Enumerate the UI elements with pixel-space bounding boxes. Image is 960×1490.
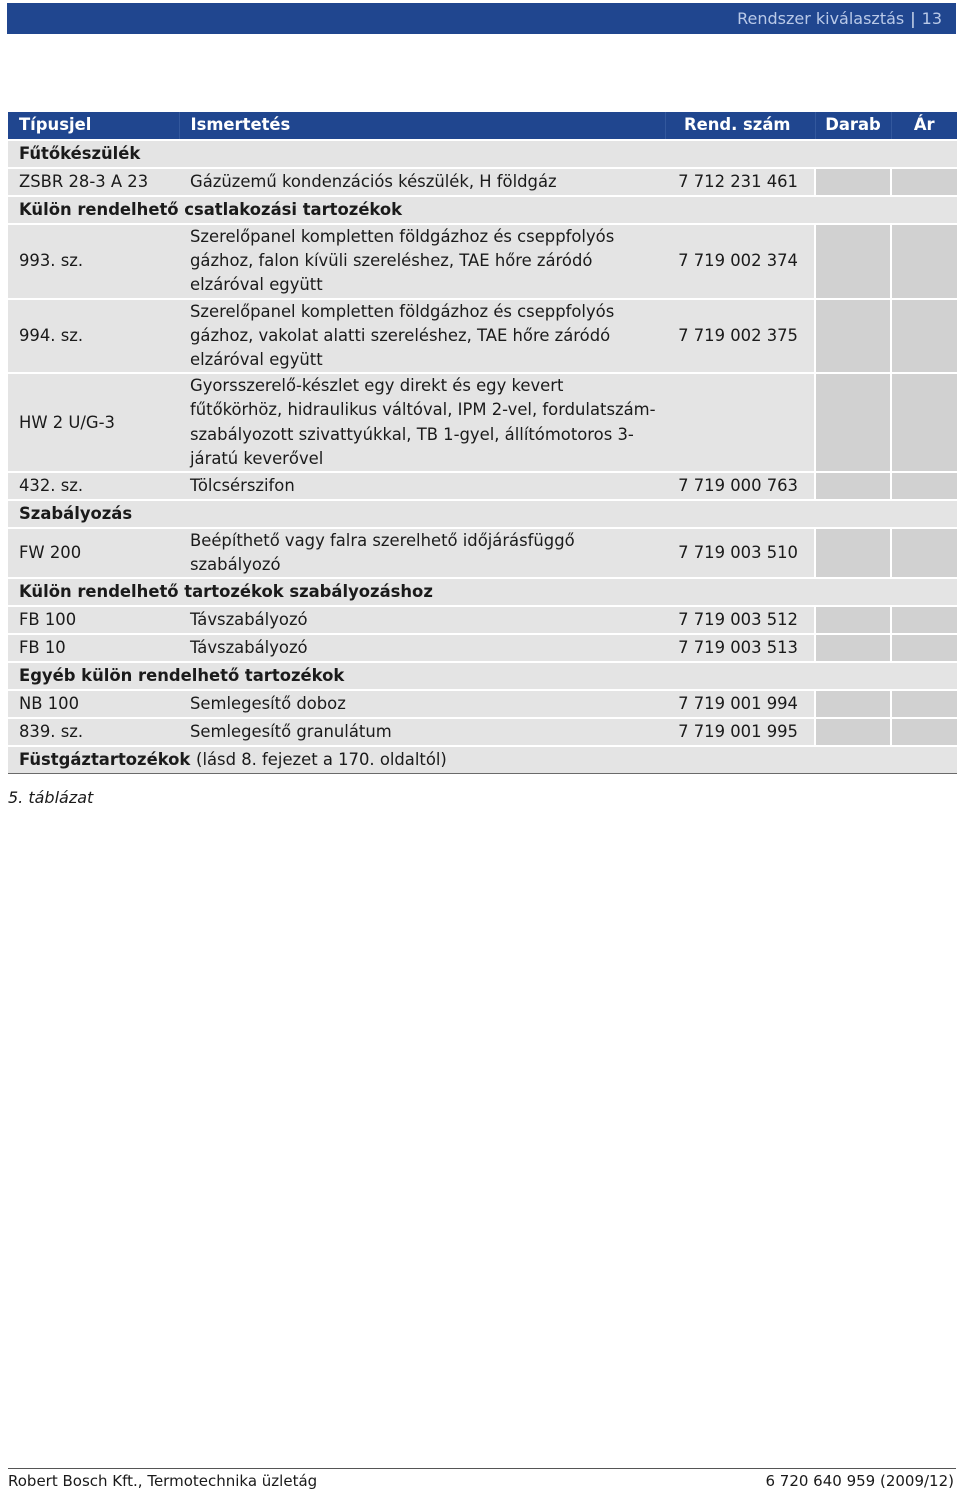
description-cell: Semlegesítő doboz xyxy=(179,690,665,718)
section-row xyxy=(8,662,957,690)
order-number-cell: 7 719 003 510 xyxy=(665,528,815,578)
type-cell: NB 100 xyxy=(8,690,179,718)
price-cell xyxy=(891,472,957,500)
section-row xyxy=(8,746,957,774)
table-header-row xyxy=(8,112,957,140)
col-header-description: Ismertetés xyxy=(179,112,665,140)
quantity-cell xyxy=(815,528,891,578)
section-title: Külön rendelhető csatlakozási tartozékok xyxy=(8,196,957,224)
type-cell: 839. sz. xyxy=(8,718,179,746)
table-row xyxy=(8,718,957,746)
table-row xyxy=(8,224,957,299)
table-row xyxy=(8,606,957,634)
section-row xyxy=(8,196,957,224)
order-number-cell: 7 719 002 374 xyxy=(665,224,815,299)
order-number-cell xyxy=(665,373,815,472)
section-title: Fűtőkészülék xyxy=(8,140,957,168)
price-cell xyxy=(891,224,957,299)
description-cell: Tölcsérszifon xyxy=(179,472,665,500)
header-bar xyxy=(7,3,956,34)
header-text xyxy=(737,9,942,28)
description-cell: Szerelőpanel kompletten földgázhoz és cseppfolyós gázhoz, falon kívüli szereléshez, TAE hőre záródó elzáróval együtt xyxy=(179,224,665,299)
header-section: Rendszer kiválasztás xyxy=(737,9,905,28)
order-number-cell: 7 719 000 763 xyxy=(665,472,815,500)
quantity-cell xyxy=(815,718,891,746)
price-cell xyxy=(891,373,957,472)
table-row xyxy=(8,528,957,578)
quantity-cell xyxy=(815,299,891,374)
col-header-order-number: Rend. szám xyxy=(665,112,815,140)
price-cell xyxy=(891,718,957,746)
price-table xyxy=(8,112,957,774)
price-cell xyxy=(891,690,957,718)
type-cell: HW 2 U/G-3 xyxy=(8,373,179,472)
section-title xyxy=(8,746,957,774)
description-cell: Szerelőpanel kompletten földgázhoz és cseppfolyós gázhoz, vakolat alatti szereléshez, TAE hőre záródó elzáróval együtt xyxy=(179,299,665,374)
type-cell: FW 200 xyxy=(8,528,179,578)
quantity-cell xyxy=(815,224,891,299)
flue-accessories-note: (lásd 8. fejezet a 170. oldaltól) xyxy=(196,750,447,770)
flue-accessories-title: Füstgáztartozékok xyxy=(19,750,191,770)
type-cell: ZSBR 28-3 A 23 xyxy=(8,168,179,196)
price-cell xyxy=(891,634,957,662)
type-cell: 994. sz. xyxy=(8,299,179,374)
quantity-cell xyxy=(815,634,891,662)
section-row xyxy=(8,140,957,168)
table-row xyxy=(8,472,957,500)
price-cell xyxy=(891,168,957,196)
quantity-cell xyxy=(815,690,891,718)
quantity-cell xyxy=(815,606,891,634)
col-header-quantity: Darab xyxy=(815,112,891,140)
quantity-cell xyxy=(815,373,891,472)
footer-doc-number: 6 720 640 959 (2009/12) xyxy=(765,1472,954,1490)
price-cell xyxy=(891,299,957,374)
section-title: Egyéb külön rendelhető tartozékok xyxy=(8,662,957,690)
table-caption: 5. táblázat xyxy=(8,788,94,807)
type-cell: 993. sz. xyxy=(8,224,179,299)
section-title: Külön rendelhető tartozékok szabályozáshoz xyxy=(8,578,957,606)
type-cell: FB 10 xyxy=(8,634,179,662)
description-cell: Beépíthető vagy falra szerelhető időjárásfüggő szabályozó xyxy=(179,528,665,578)
type-cell: FB 100 xyxy=(8,606,179,634)
section-row xyxy=(8,500,957,528)
table-row xyxy=(8,690,957,718)
table-row xyxy=(8,373,957,472)
table-row xyxy=(8,168,957,196)
col-header-type: Típusjel xyxy=(8,112,179,140)
price-cell xyxy=(891,528,957,578)
table-row xyxy=(8,299,957,374)
description-cell: Gyorsszerelő-készlet egy direkt és egy kevert fűtőkörhöz, hidraulikus váltóval, IPM 2-vel, fordulatszám-szabályozott szivattyúkkal, TB 1-gyel, állítómotoros 3-járatú keverővel xyxy=(179,373,665,472)
order-number-cell: 7 719 001 994 xyxy=(665,690,815,718)
order-number-cell: 7 712 231 461 xyxy=(665,168,815,196)
quantity-cell xyxy=(815,168,891,196)
order-number-cell: 7 719 001 995 xyxy=(665,718,815,746)
description-cell: Gázüzemű kondenzációs készülék, H földgáz xyxy=(179,168,665,196)
order-number-cell: 7 719 003 513 xyxy=(665,634,815,662)
description-cell: Távszabályozó xyxy=(179,634,665,662)
footer-company: Robert Bosch Kft., Termotechnika üzletág xyxy=(8,1472,318,1490)
section-row xyxy=(8,578,957,606)
type-cell: 432. sz. xyxy=(8,472,179,500)
section-title: Szabályozás xyxy=(8,500,957,528)
col-header-price: Ár xyxy=(891,112,957,140)
description-cell: Semlegesítő granulátum xyxy=(179,718,665,746)
description-cell: Távszabályozó xyxy=(179,606,665,634)
order-number-cell: 7 719 002 375 xyxy=(665,299,815,374)
price-cell xyxy=(891,606,957,634)
table-row xyxy=(8,634,957,662)
header-separator: | xyxy=(910,9,916,28)
quantity-cell xyxy=(815,472,891,500)
footer-divider xyxy=(8,1468,956,1469)
page-number: 13 xyxy=(921,9,942,28)
order-number-cell: 7 719 003 512 xyxy=(665,606,815,634)
